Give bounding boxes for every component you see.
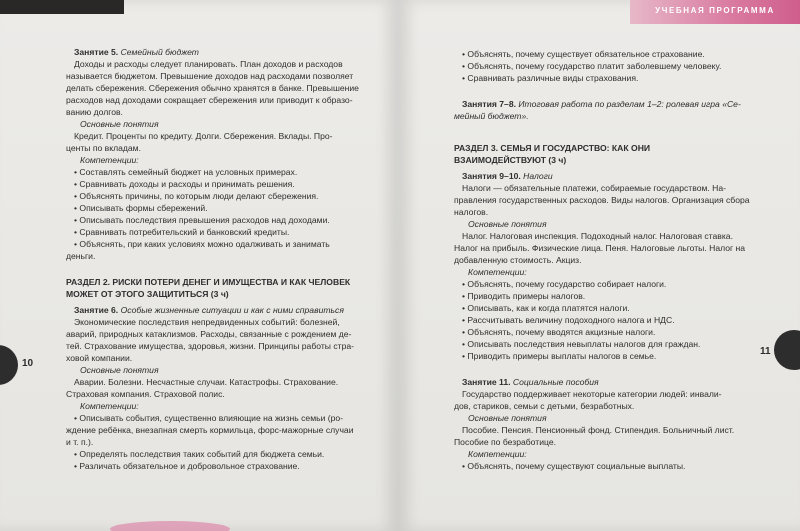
right-page: [398, 0, 800, 531]
competency-item: • Описывать последствия невыплаты налогов для граждан.: [454, 338, 770, 350]
section-2-title-cont: МОЖЕТ ОТ ЭТОГО ЗАЩИТИТЬСЯ (3 ч): [66, 289, 229, 299]
lesson-9-10-title: [454, 170, 770, 182]
text-line: ванию долгов.: [66, 107, 123, 117]
concepts-line: Кредит. Проценты по кредиту. Долги. Сбережения. Вклады. Про-: [74, 131, 333, 141]
text-line: делать сбережения. Сбережения обычно хранятся в банке. Превышение: [66, 83, 359, 93]
competency-item: • Объяснять причины, по которым люди делают сбережения.: [66, 190, 376, 202]
lesson-11-title: [454, 376, 770, 388]
competency-item: • Объяснять, почему государство собирает налоги.: [454, 278, 770, 290]
text-line: Государство поддерживает некоторые категории людей: инвали-: [462, 389, 722, 399]
competencies-label: Компетенции:: [468, 449, 527, 459]
text-line: Доходы и расходы следует планировать. План доходов и расходов: [74, 59, 343, 69]
concepts-label: Основные понятия: [80, 119, 159, 129]
running-header: УЧЕБНАЯ ПРОГРАММА: [655, 6, 775, 15]
lesson-number: Занятия 9–10.: [462, 171, 521, 181]
competency-item: • Составлять семейный бюджет на условных примерах.: [66, 166, 376, 178]
competency-item: • Объяснять, почему государство платит заболевшему человеку.: [454, 60, 770, 72]
text-line: дов, стариков, семьи с детьми, безработных.: [454, 401, 635, 411]
lesson-5-title: [66, 46, 376, 58]
text-line: тей. Страхование имущества, здоровья, жизни. Принципы работы стра-: [66, 341, 355, 351]
header-band: [630, 0, 800, 24]
text-line: называется бюджетом. Превышение доходов над расходами позволяет: [66, 71, 354, 81]
competency-item: • Рассчитывать величину подоходного налога и НДС.: [454, 314, 770, 326]
background-corner: [0, 0, 124, 14]
lesson-topic: Социальные пособия: [512, 377, 599, 387]
concepts-line: Аварии. Болезни. Несчастные случаи. Катастрофы. Страхование.: [74, 377, 339, 387]
right-text-column: [454, 48, 770, 472]
text-line: правления государственных расходов. Виды налогов. Организация сбора: [454, 195, 750, 205]
concepts-label: Основные понятия: [80, 365, 159, 375]
lesson-number: Занятие 6.: [74, 305, 119, 315]
lesson-number: Занятие 11.: [462, 377, 511, 387]
section-2-title: РАЗДЕЛ 2. РИСКИ ПОТЕРИ ДЕНЕГ И ИМУЩЕСТВА И КАК ЧЕЛОВЕК: [66, 277, 351, 287]
competency-item: • Сравнивать доходы и расходы и принимать решения.: [66, 178, 376, 190]
competency-item: • Объяснять, почему существуют социальные выплаты.: [454, 460, 770, 472]
competency-item: • Объяснять, при каких условиях можно одалживать и занимать: [66, 238, 376, 250]
concepts-line: Налог на прибыль. Физические лица. Пеня. Налоговые льготы. Налог на: [454, 243, 746, 253]
concepts-label: Основные понятия: [468, 219, 547, 229]
competency-item: • Описывать последствия превышения расходов над доходами.: [66, 214, 376, 226]
competency-item: • Приводить примеры выплаты налогов в семье.: [454, 350, 770, 362]
text-line: Налоги — обязательные платежи, собираемые государством. На-: [462, 183, 727, 193]
competency-item: • Объяснять, почему вводятся акцизные налоги.: [454, 326, 770, 338]
competency-item-cont: и т. п.).: [66, 437, 94, 447]
text-line: налогов.: [454, 207, 489, 217]
page-number-right: 11: [760, 346, 771, 357]
lesson-number: Занятия 7–8.: [462, 99, 516, 109]
lesson-6-title: [66, 304, 376, 316]
concepts-line: Пособие. Пенсия. Пенсионный фонд. Стипендия. Больничный лист.: [462, 425, 735, 435]
concepts-line: центы по вкладам.: [66, 143, 141, 153]
text-line: аварий, природных катаклизмов. Расходы, связанные с рождением де-: [66, 329, 352, 339]
lesson-topic: Особые жизненные ситуации и как с ними справиться: [120, 305, 344, 315]
left-page-tab: [0, 345, 18, 385]
competency-item: • Описывать формы сбережений.: [66, 202, 376, 214]
competency-item: • Сравнивать потребительский и банковский кредиты.: [66, 226, 376, 238]
concepts-line: Налог. Налоговая инспекция. Подоходный налог. Налоговая ставка.: [462, 231, 733, 241]
competencies-label: Компетенции:: [80, 155, 139, 165]
competency-item: • Объяснять, почему существует обязательное страхование.: [454, 48, 770, 60]
lesson-topic: Итоговая работа по разделам 1–2: ролевая игра «Се-: [518, 99, 741, 109]
left-text-column: [66, 46, 376, 472]
right-page-tab: [774, 330, 800, 370]
competency-item: • Описывать события, существенно влияющие на жизнь семьи (ро-: [66, 412, 376, 424]
competency-item: • Определять последствия таких событий для бюджета семьи.: [66, 448, 376, 460]
competencies-label: Компетенции:: [80, 401, 139, 411]
lesson-topic: Семейный бюджет: [120, 47, 199, 57]
concepts-line: Пособие по безработице.: [454, 437, 556, 447]
lesson-topic: Налоги: [523, 171, 553, 181]
competency-item-cont: ждение ребёнка, внезапная смерть кормильца, форс-мажорные случаи: [66, 425, 354, 435]
competencies-label: Компетенции:: [468, 267, 527, 277]
competency-item: • Сравнивать различные виды страхования.: [454, 72, 770, 84]
competency-item: • Описывать, как и когда платятся налоги.: [454, 302, 770, 314]
concepts-label: Основные понятия: [468, 413, 547, 423]
concepts-line: Страховая компания. Страховой полис.: [66, 389, 225, 399]
text-line: ховой компании.: [66, 353, 133, 363]
lesson-7-8-title: [454, 98, 770, 110]
competency-item: • Приводить примеры налогов.: [454, 290, 770, 302]
pink-decoration: [110, 521, 230, 531]
concepts-line: добавленную стоимость. Акциз.: [454, 255, 582, 265]
section-3-title: РАЗДЕЛ 3. СЕМЬЯ И ГОСУДАРСТВО: КАК ОНИ: [454, 143, 651, 153]
lesson-number: Занятие 5.: [74, 47, 119, 57]
text-line: Экономические последствия непредвиденных событий: болезней,: [74, 317, 340, 327]
left-page: [0, 0, 398, 531]
competency-item: • Различать обязательное и добровольное страхование.: [66, 460, 376, 472]
lesson-topic-cont: мейный бюджет».: [454, 111, 529, 121]
page-number-left: 10: [22, 358, 34, 369]
section-3-title-cont: ВЗАИМОДЕЙСТВУЮТ (3 ч): [454, 155, 567, 165]
text-line: расходов над доходами сокращает сбережения или приводит к образо-: [66, 95, 353, 105]
competency-item-tail: деньги.: [66, 251, 96, 261]
